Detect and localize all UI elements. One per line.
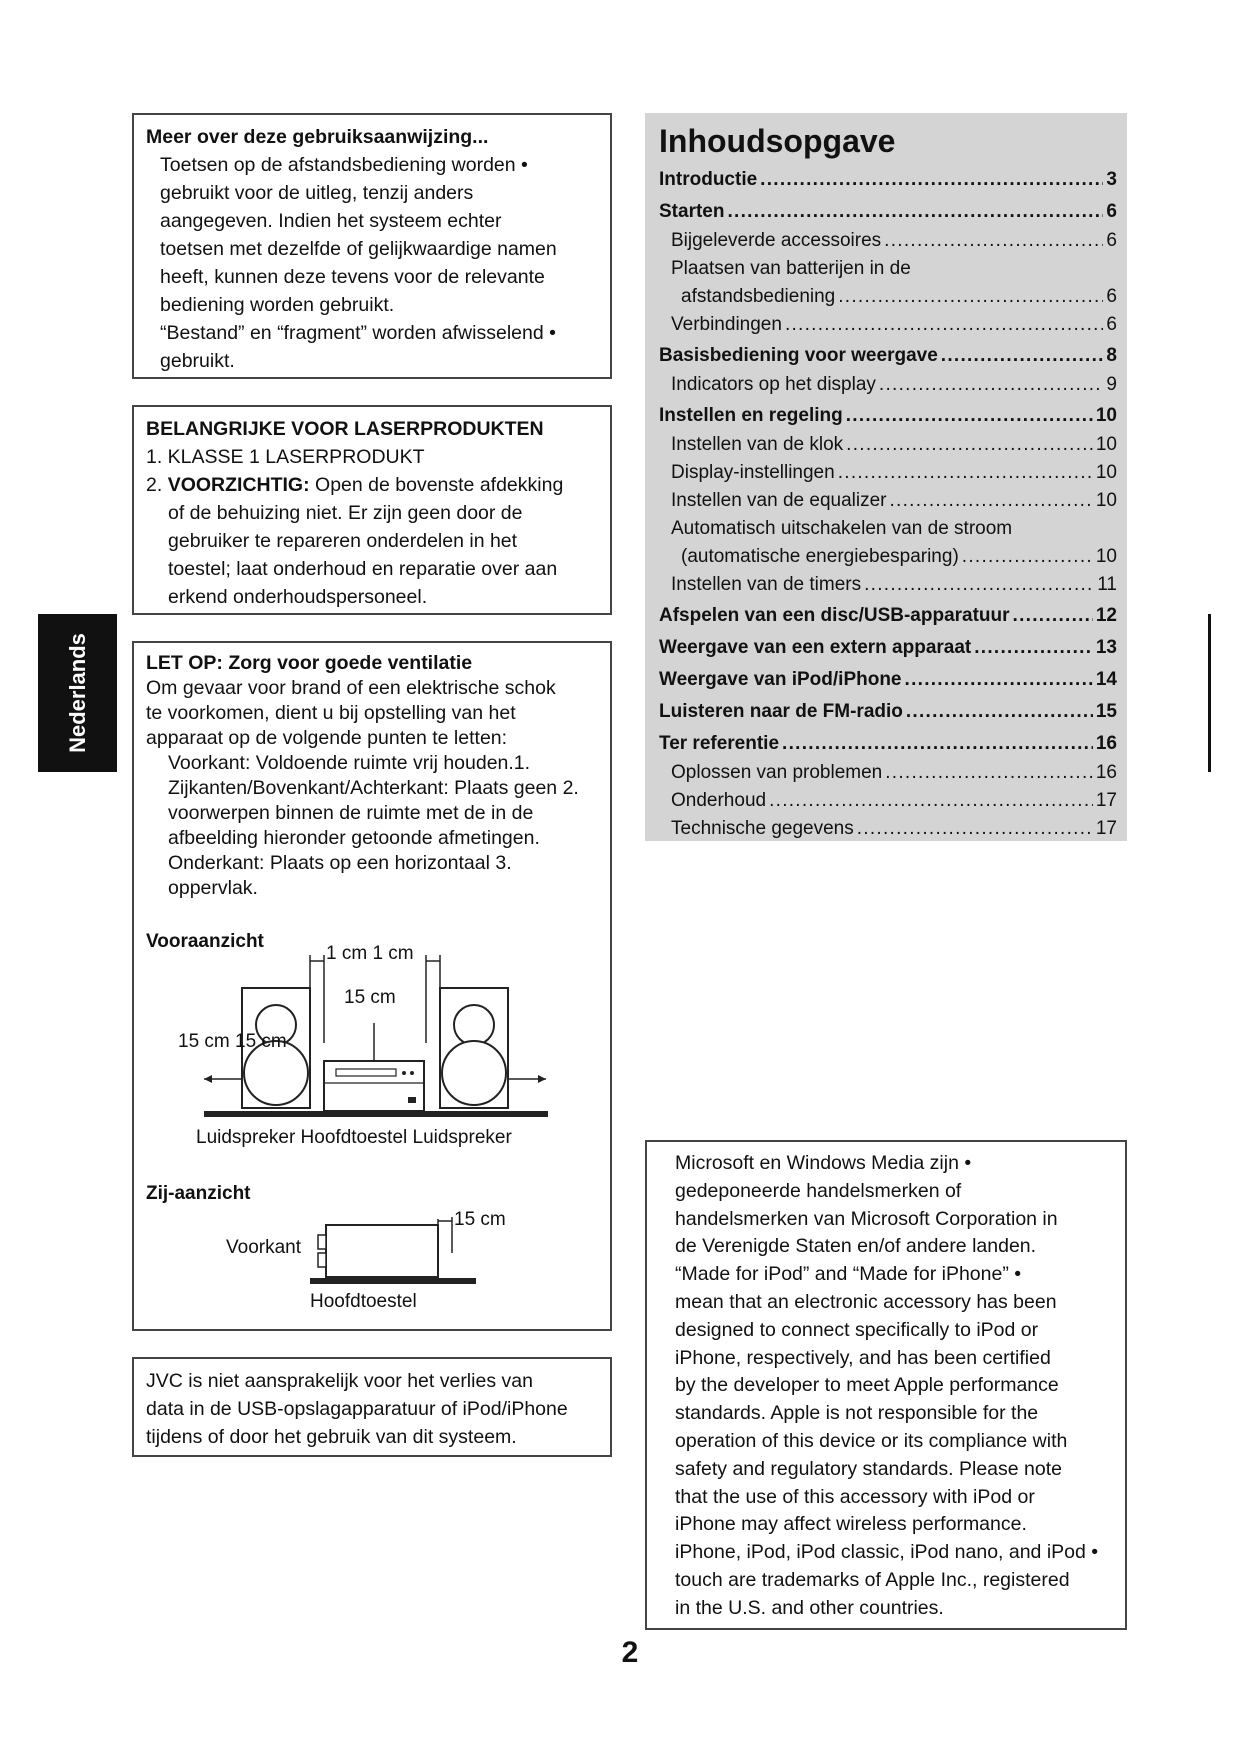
- manual-info-line: gebruikt voor de uitleg, tenzij anders: [160, 182, 474, 204]
- toc-entry-label: Afspelen van een disc/USB-apparatuur: [659, 605, 1010, 626]
- toc-entry-page: 10: [1095, 546, 1117, 567]
- toc-entry-label: Instellen van de equalizer: [671, 490, 887, 511]
- side-front-label: Voorkant: [226, 1237, 301, 1258]
- jvc-line: JVC is niet aansprakelijk voor het verlies van: [146, 1370, 533, 1392]
- manual-info-box: [132, 113, 612, 379]
- trademark-line: that the use of this accessory with iPod or: [675, 1485, 1035, 1508]
- trademark-line: de Verenigde Staten en/of andere landen.: [675, 1235, 1037, 1258]
- toc-entry-page: 12: [1095, 605, 1117, 626]
- toc-entry-label: Introductie: [659, 169, 758, 190]
- toc-entry-label: Weergave van een extern apparaat: [659, 637, 972, 658]
- toc-entry-label: Luisteren naar de FM-radio: [659, 701, 903, 722]
- toc-entry-page: 10: [1095, 462, 1117, 483]
- toc-entry-label: Verbindingen: [671, 314, 782, 335]
- trademark-line: mean that an electronic accessory has been: [675, 1290, 1057, 1313]
- table-of-contents: [645, 113, 1127, 841]
- toc-leader-dots: [962, 543, 1093, 571]
- toc-leader-dots: [884, 227, 1103, 255]
- toc-entry: [659, 431, 1117, 459]
- trademark-line: designed to connect specifically to iPod or: [675, 1318, 1039, 1341]
- toc-entry-label: Ter referentie: [659, 733, 780, 754]
- toc-entry: [659, 697, 1117, 727]
- toc-entry: [659, 165, 1117, 195]
- toc-entry-label: Bijgeleverde accessoires: [671, 230, 882, 251]
- front-view-caption: Luidspreker Hoofdtoestel Luidspreker: [196, 1127, 512, 1148]
- toc-entry-page: 6: [1106, 230, 1117, 251]
- toc-entry-label: (automatische energiebesparing): [681, 546, 959, 567]
- toc-entry-page: 10: [1095, 405, 1117, 426]
- laser-warning-title: BELANGRIJKE VOOR LASERPRODUKTEN: [146, 418, 544, 440]
- toc-entry-page: 13: [1095, 637, 1117, 658]
- toc-entry: [659, 311, 1117, 339]
- toc-entry-label: Automatisch uitschakelen van de stroom: [671, 518, 1013, 539]
- trademark-line: operation of this device or its compliance with: [675, 1429, 1068, 1452]
- caution-line: gebruiker te repareren onderdelen in het: [168, 530, 518, 552]
- toc-leader-dots: [974, 633, 1093, 663]
- toc-entry-page: 15: [1095, 701, 1117, 722]
- toc-leader-dots: [838, 459, 1093, 487]
- ventilation-point: Voorkant: Voldoende ruimte vrij houden.1.: [168, 752, 531, 774]
- toc-entry: [659, 759, 1117, 787]
- trademark-line: safety and regulatory standards. Please note: [675, 1457, 1062, 1480]
- manual-info-line: Toetsen op de afstandsbediening worden •: [160, 154, 528, 176]
- manual-info-line: heeft, kunnen deze tevens voor de relevante: [160, 266, 545, 288]
- toc-entry: [659, 729, 1117, 759]
- toc-entry-page: 11: [1097, 574, 1117, 595]
- toc-entry: [659, 815, 1117, 843]
- caution-line: of de behuizing niet. Er zijn geen door de: [168, 502, 523, 524]
- toc-entry: [659, 787, 1117, 815]
- front-view-heading: Vooraanzicht: [146, 931, 264, 952]
- ventilation-intro-line: te voorkomen, dient u bij opstelling van het: [146, 702, 516, 724]
- trademark-line: iPhone may affect wireless performance.: [675, 1513, 1027, 1536]
- toc-entry: [659, 633, 1117, 663]
- toc-leader-dots: [941, 341, 1104, 371]
- toc-entry: [659, 487, 1117, 515]
- toc-entry: [659, 515, 1117, 543]
- toc-leader-dots: [879, 371, 1104, 399]
- toc-entry-label: Instellen en regeling: [659, 405, 843, 426]
- toc-leader-dots: [760, 165, 1103, 195]
- toc-entry-page: 14: [1095, 669, 1117, 690]
- toc-leader-dots: [905, 665, 1093, 695]
- page-number: 2: [621, 1636, 639, 1669]
- trademark-line: iPhone, iPod, iPod classic, iPod nano, and iPod •: [675, 1541, 1099, 1564]
- toc-entry-label: Plaatsen van batterijen in de: [671, 258, 911, 279]
- toc-leader-dots: [769, 787, 1093, 815]
- ventilation-point: Onderkant: Plaats op een horizontaal 3.: [168, 852, 512, 874]
- toc-leader-dots: [864, 571, 1094, 599]
- manual-info-line: gebruikt.: [160, 350, 235, 372]
- toc-leader-dots: [885, 759, 1093, 787]
- ventilation-point: oppervlak.: [168, 877, 258, 899]
- toc-entry: [659, 543, 1117, 571]
- ventilation-intro-line: Om gevaar voor brand of een elektrische schok: [146, 677, 556, 699]
- manual-info-line: aangegeven. Indien het systeem echter: [160, 210, 502, 232]
- jvc-disclaimer-box: [132, 1357, 612, 1457]
- trademark-line: standards. Apple is not responsible for the: [675, 1402, 1039, 1425]
- side-view-heading: Zij-aanzicht: [146, 1183, 251, 1204]
- manual-info-line: toetsen met dezelfde of gelijkwaardige namen: [160, 238, 557, 260]
- toc-leader-dots: [785, 311, 1103, 339]
- toc-entry-label: Display-instellingen: [671, 462, 835, 483]
- toc-leader-dots: [889, 487, 1092, 515]
- toc-entry: [659, 255, 1117, 283]
- right-margin-rule: [1208, 614, 1211, 772]
- toc-entry: [659, 283, 1117, 311]
- toc-entry-page: 17: [1095, 818, 1117, 839]
- laser-class-item: 1. KLASSE 1 LASERPRODUKT: [146, 446, 425, 468]
- toc-entry-page: 16: [1095, 762, 1117, 783]
- toc-leader-dots: [1013, 601, 1093, 631]
- toc-entry: [659, 665, 1117, 695]
- toc-entry: [659, 227, 1117, 255]
- trademark-line: in the U.S. and other countries.: [675, 1596, 944, 1619]
- trademark-line: iPhone, respectively, and has been certified: [675, 1346, 1051, 1369]
- toc-leader-dots: [846, 431, 1093, 459]
- toc-entry-label: Starten: [659, 201, 725, 222]
- ventilation-point: Zijkanten/Bovenkant/Achterkant: Plaats geen 2.: [168, 777, 579, 799]
- trademark-line: gedeponeerde handelsmerken of: [675, 1179, 962, 1202]
- manual-info-title: Meer over deze gebruiksaanwijzing...: [146, 126, 489, 148]
- toc-entry-label: Technische gegevens: [671, 818, 854, 839]
- toc-leader-dots: [727, 197, 1103, 227]
- trademark-line: handelsmerken van Microsoft Corporation in: [675, 1207, 1058, 1230]
- ventilation-intro-line: apparaat op de volgende punten te letten:: [146, 727, 508, 749]
- front-dim-top: 1 cm 1 cm: [326, 943, 414, 964]
- toc-entry-label: Weergave van iPod/iPhone: [659, 669, 902, 690]
- laser-caution-item: [146, 471, 598, 499]
- toc-leader-dots: [906, 697, 1093, 727]
- trademark-line: Microsoft en Windows Media zijn •: [675, 1152, 972, 1174]
- caution-line: toestel; laat onderhoud en reparatie over aan: [168, 558, 558, 580]
- toc-title: Inhoudsopgave: [659, 123, 896, 159]
- language-tab-label: Nederlands: [64, 633, 90, 753]
- toc-entry-page: 6: [1106, 201, 1117, 222]
- toc-leader-dots: [846, 401, 1093, 431]
- toc-entry: [659, 459, 1117, 487]
- toc-entry-page: 17: [1095, 790, 1117, 811]
- toc-entry-label: afstandsbediening: [681, 286, 836, 307]
- side-view-caption: Hoofdtoestel: [310, 1291, 417, 1312]
- toc-leader-dots: [838, 283, 1103, 311]
- front-dim-center: 15 cm: [344, 987, 396, 1008]
- caution-number: 2.: [146, 474, 163, 496]
- caution-line: erkend onderhoudspersoneel.: [168, 586, 428, 608]
- manual-info-line: “Bestand” en “fragment” worden afwisselend •: [160, 322, 556, 344]
- toc-entry-page: 10: [1095, 490, 1117, 511]
- toc-entry-page: 16: [1095, 733, 1117, 754]
- caution-label: VOORZICHTIG:: [167, 474, 310, 496]
- toc-list: [659, 165, 1117, 843]
- front-dim-left: 15 cm 15 cm: [178, 1031, 287, 1052]
- toc-entry-page: 6: [1106, 286, 1117, 307]
- toc-entry-label: Oplossen van problemen: [671, 762, 883, 783]
- toc-entry-label: Instellen van de klok: [671, 434, 844, 455]
- toc-entry-page: 3: [1106, 169, 1117, 190]
- ventilation-point: voorwerpen binnen de ruimte met de in de: [168, 802, 534, 824]
- toc-entry-page: 10: [1095, 434, 1117, 455]
- toc-entry-label: Onderhoud: [671, 790, 767, 811]
- jvc-line: tijdens of door het gebruik van dit systeem.: [146, 1426, 517, 1448]
- toc-leader-dots: [857, 815, 1093, 843]
- jvc-line: data in de USB-opslagapparatuur of iPod/iPhone: [146, 1398, 568, 1420]
- toc-entry-label: Basisbediening voor weergave: [659, 345, 938, 366]
- trademark-line: touch are trademarks of Apple Inc., registered: [675, 1568, 1070, 1591]
- ventilation-title: LET OP: Zorg voor goede ventilatie: [146, 652, 473, 674]
- toc-entry: [659, 601, 1117, 631]
- toc-entry-label: Instellen van de timers: [671, 574, 862, 595]
- laser-warning-box: [132, 405, 612, 615]
- language-tab: [38, 614, 117, 772]
- trademarks-box: [645, 1140, 1127, 1630]
- toc-entry-page: 9: [1106, 374, 1117, 395]
- toc-entry-page: 8: [1106, 345, 1117, 366]
- toc-entry-label: Indicators op het display: [671, 374, 876, 395]
- trademark-line: “Made for iPod” and “Made for iPhone” •: [675, 1263, 1022, 1286]
- toc-entry: [659, 371, 1117, 399]
- ventilation-box: [132, 641, 612, 1331]
- manual-info-line: bediening worden gebruikt.: [160, 294, 395, 316]
- trademark-line: by the developer to meet Apple performance: [675, 1374, 1059, 1397]
- toc-entry: [659, 341, 1117, 371]
- caution-text: Open de bovenste afdekking: [315, 474, 564, 496]
- toc-entry: [659, 401, 1117, 431]
- toc-leader-dots: [782, 729, 1093, 759]
- toc-entry-page: 6: [1106, 314, 1117, 335]
- side-dim: 15 cm: [454, 1209, 506, 1230]
- ventilation-point: afbeelding hieronder getoonde afmetingen.: [168, 827, 540, 849]
- toc-entry: [659, 571, 1117, 599]
- toc-entry: [659, 197, 1117, 227]
